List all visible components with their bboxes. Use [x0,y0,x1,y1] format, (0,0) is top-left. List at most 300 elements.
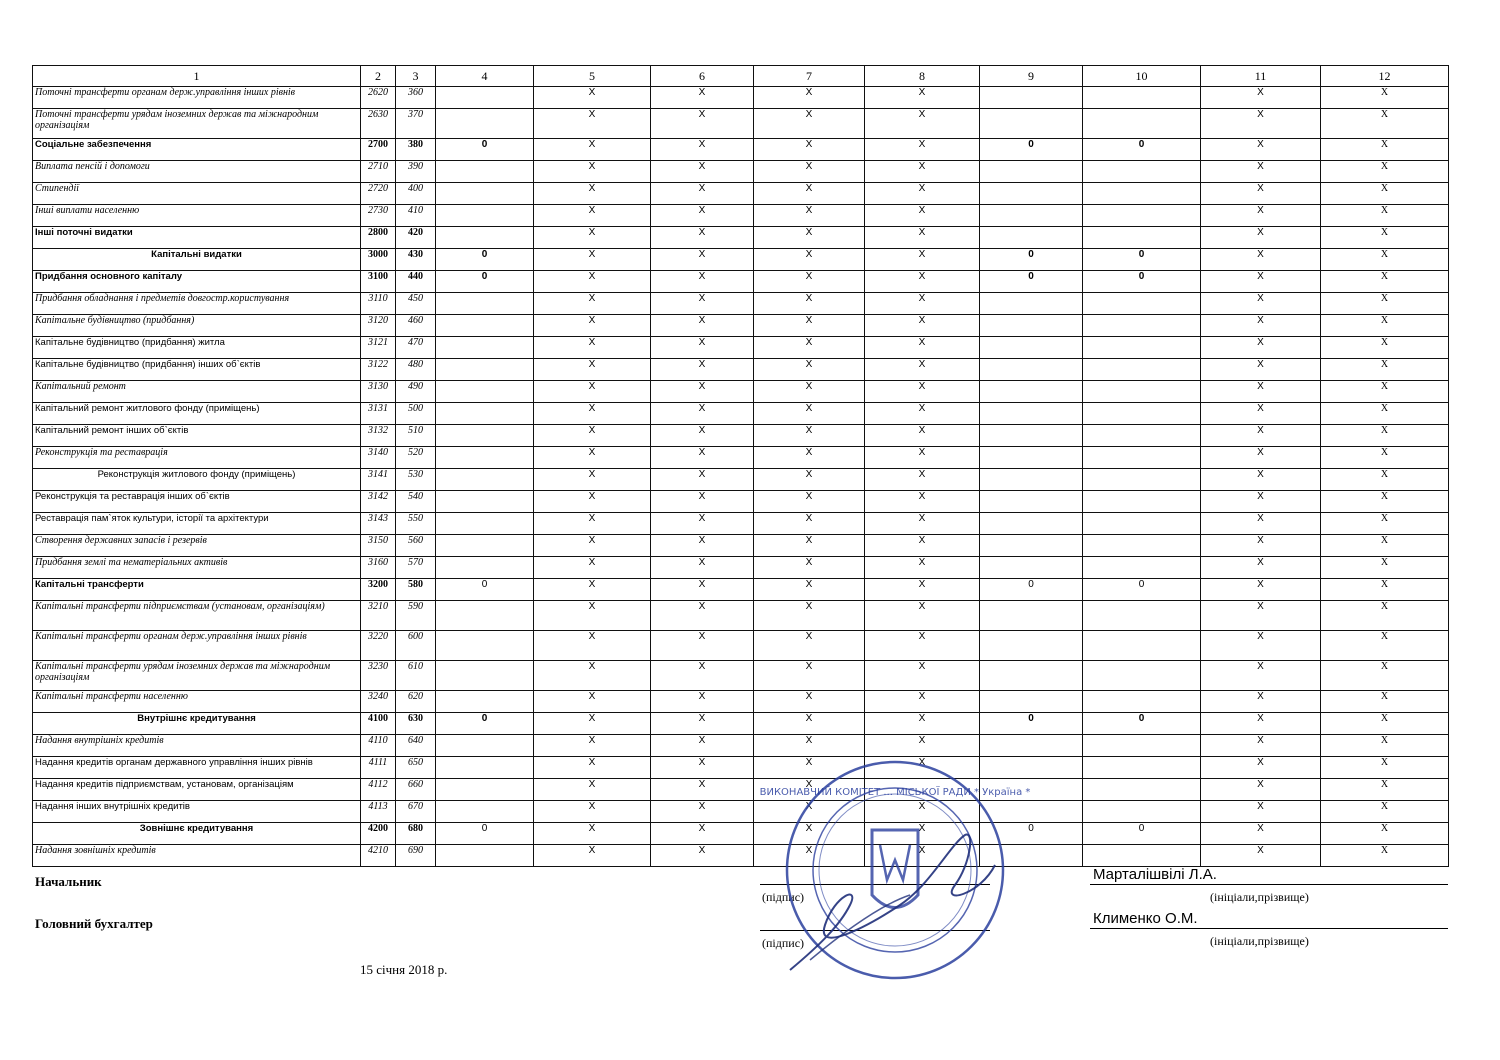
table-row [33,735,1449,757]
cell-col-12: X [1321,631,1449,661]
table-row [33,661,1449,691]
cell-col-12: X [1321,491,1449,513]
cell-col-12: X [1321,139,1449,161]
row-name: Зовнішнє кредитування [33,823,361,845]
table-row [33,183,1449,205]
cell-col-10 [1083,293,1201,315]
table-row [33,271,1449,293]
row-kekv-code: 2630 [361,109,396,139]
cell-col-6: X [651,425,754,447]
cell-col-12: X [1321,359,1449,381]
table-row [33,631,1449,661]
header-cell: 1 [33,66,361,87]
row-name: Капітальні видатки [33,249,361,271]
cell-col-7: X [754,381,865,403]
cell-col-5: X [534,691,651,713]
cell-col-10 [1083,183,1201,205]
cell-col-9 [980,469,1083,491]
cell-col-12: X [1321,513,1449,535]
table-row [33,227,1449,249]
cell-col-5: X [534,315,651,337]
row-kekv-code: 4200 [361,823,396,845]
cell-col-5: X [534,359,651,381]
cell-col-10 [1083,381,1201,403]
cell-col-7: X [754,293,865,315]
cell-col-11: X [1201,425,1321,447]
cell-col-6: X [651,183,754,205]
row-name: Надання внутрішніх кредитів [33,735,361,757]
cell-col-4 [436,735,534,757]
cell-col-6: X [651,469,754,491]
cell-col-9 [980,337,1083,359]
cell-col-9: 0 [980,249,1083,271]
cell-col-7: X [754,403,865,425]
cell-col-6: X [651,713,754,735]
cell-col-5: X [534,735,651,757]
row-name: Капітальний ремонт житлового фонду (приміщень) [33,403,361,425]
row-kekv-code: 3160 [361,557,396,579]
table-row [33,403,1449,425]
cell-col-6: X [651,447,754,469]
table-row [33,845,1449,867]
header-row [33,66,1449,87]
row-kekv-code: 3100 [361,271,396,293]
row-line-code: 630 [396,713,436,735]
cell-col-7: X [754,823,865,845]
row-line-code: 550 [396,513,436,535]
row-name: Капітальний ремонт [33,381,361,403]
cell-col-9 [980,735,1083,757]
cell-col-9 [980,315,1083,337]
head-title: Начальник [35,874,102,889]
cell-col-9 [980,661,1083,691]
row-line-code: 470 [396,337,436,359]
accountant-initials-caption: (ініціали,прізвище) [1210,934,1309,948]
cell-col-6: X [651,823,754,845]
cell-col-10: 0 [1083,271,1201,293]
cell-col-7: X [754,535,865,557]
cell-col-4 [436,381,534,403]
cell-col-9: 0 [980,271,1083,293]
row-name: Стипендії [33,183,361,205]
cell-col-4 [436,227,534,249]
cell-col-5: X [534,139,651,161]
cell-col-11: X [1201,359,1321,381]
cell-col-12: X [1321,425,1449,447]
cell-col-9 [980,513,1083,535]
cell-col-9 [980,87,1083,109]
cell-col-8: X [865,661,980,691]
cell-col-5: X [534,87,651,109]
cell-col-12: X [1321,271,1449,293]
cell-col-11: X [1201,691,1321,713]
row-line-code: 510 [396,425,436,447]
cell-col-6: X [651,801,754,823]
header-cell: 5 [534,66,651,87]
cell-col-8: X [865,183,980,205]
cell-col-12: X [1321,447,1449,469]
row-kekv-code: 3240 [361,691,396,713]
cell-col-12: X [1321,823,1449,845]
cell-col-5: X [534,801,651,823]
row-line-code: 570 [396,557,436,579]
cell-col-11: X [1201,249,1321,271]
cell-col-6: X [651,403,754,425]
cell-col-10 [1083,801,1201,823]
cell-col-8: X [865,87,980,109]
row-kekv-code: 3110 [361,293,396,315]
cell-col-7: X [754,227,865,249]
row-kekv-code: 3141 [361,469,396,491]
row-name: Капітальні трансферти урядам іноземних держав та міжнародним організаціям [33,661,361,691]
cell-col-11: X [1201,337,1321,359]
cell-col-4 [436,293,534,315]
row-kekv-code: 3200 [361,579,396,601]
cell-col-8: X [865,535,980,557]
cell-col-8: X [865,425,980,447]
cell-col-6: X [651,87,754,109]
cell-col-7: X [754,109,865,139]
row-line-code: 360 [396,87,436,109]
cell-col-4 [436,183,534,205]
header-cell: 11 [1201,66,1321,87]
cell-col-9: 0 [980,823,1083,845]
header-cell: 8 [865,66,980,87]
cell-col-5: X [534,557,651,579]
cell-col-7: X [754,713,865,735]
row-name: Придбання землі та нематеріальних активів [33,557,361,579]
cell-col-7: X [754,579,865,601]
cell-col-4 [436,447,534,469]
row-kekv-code: 3121 [361,337,396,359]
cell-col-8: X [865,601,980,631]
cell-col-8: X [865,109,980,139]
row-name: Капітальне будівництво (придбання) [33,315,361,337]
cell-col-9 [980,183,1083,205]
cell-col-12: X [1321,713,1449,735]
header-cell: 12 [1321,66,1449,87]
cell-col-8: X [865,315,980,337]
row-kekv-code: 3120 [361,315,396,337]
cell-col-8: X [865,713,980,735]
head-name-line [1090,884,1448,885]
table-row [33,139,1449,161]
cell-col-6: X [651,161,754,183]
cell-col-4 [436,631,534,661]
cell-col-5: X [534,271,651,293]
cell-col-7: X [754,425,865,447]
cell-col-9 [980,109,1083,139]
cell-col-11: X [1201,183,1321,205]
cell-col-10 [1083,205,1201,227]
cell-col-8: X [865,845,980,867]
cell-col-12: X [1321,403,1449,425]
cell-col-5: X [534,601,651,631]
cell-col-4 [436,757,534,779]
row-name: Капітальні трансферти підприємствам (установам, організаціям) [33,601,361,631]
row-line-code: 680 [396,823,436,845]
cell-col-10 [1083,227,1201,249]
header-cell: 9 [980,66,1083,87]
cell-col-11: X [1201,735,1321,757]
row-kekv-code: 3130 [361,381,396,403]
row-name: Надання кредитів органам державного управління інших рівнів [33,757,361,779]
row-kekv-code: 4100 [361,713,396,735]
row-kekv-code: 3220 [361,631,396,661]
cell-col-4 [436,535,534,557]
row-name: Капітальні трансферти органам держ.управління інших рівнів [33,631,361,661]
table-row [33,535,1449,557]
cell-col-4: 0 [436,713,534,735]
row-name: Надання кредитів підприємствам, установам, організаціям [33,779,361,801]
cell-col-11: X [1201,271,1321,293]
table-row [33,337,1449,359]
row-name: Капітальне будівництво (придбання) житла [33,337,361,359]
cell-col-11: X [1201,293,1321,315]
cell-col-10 [1083,535,1201,557]
cell-col-9: 0 [980,579,1083,601]
cell-col-4 [436,161,534,183]
row-line-code: 420 [396,227,436,249]
cell-col-7: X [754,359,865,381]
row-name: Виплата пенсій і допомоги [33,161,361,183]
cell-col-5: X [534,513,651,535]
cell-col-7: X [754,469,865,491]
cell-col-7: X [754,447,865,469]
cell-col-10 [1083,557,1201,579]
row-line-code: 640 [396,735,436,757]
header-cell: 10 [1083,66,1201,87]
cell-col-10 [1083,403,1201,425]
cell-col-5: X [534,183,651,205]
cell-col-4 [436,801,534,823]
cell-col-6: X [651,205,754,227]
cell-col-8: X [865,757,980,779]
cell-col-4 [436,661,534,691]
stamp-text: ВИКОНАВЧИЙ КОМІТЕТ ... МІСЬКОЇ РАДИ * Україна * [759,787,1031,798]
cell-col-8: X [865,381,980,403]
table-row [33,557,1449,579]
cell-col-7: X [754,691,865,713]
header-cell: 3 [396,66,436,87]
cell-col-4: 0 [436,579,534,601]
report-table [32,65,1449,867]
cell-col-4 [436,403,534,425]
cell-col-6: X [651,779,754,801]
cell-col-9: 0 [980,139,1083,161]
cell-col-6: X [651,735,754,757]
cell-col-7: X [754,205,865,227]
row-line-code: 660 [396,779,436,801]
table-row [33,293,1449,315]
row-line-code: 500 [396,403,436,425]
cell-col-12: X [1321,661,1449,691]
table-row [33,713,1449,735]
cell-col-10 [1083,631,1201,661]
cell-col-6: X [651,757,754,779]
cell-col-8: X [865,403,980,425]
cell-col-11: X [1201,713,1321,735]
cell-col-8: X [865,205,980,227]
cell-col-11: X [1201,557,1321,579]
cell-col-8: X [865,491,980,513]
row-line-code: 410 [396,205,436,227]
row-name: Поточні трансферти органам держ.управління інших рівнів [33,87,361,109]
cell-col-11: X [1201,469,1321,491]
table-row [33,205,1449,227]
row-kekv-code: 3150 [361,535,396,557]
cell-col-7: X [754,801,865,823]
cell-col-12: X [1321,183,1449,205]
cell-col-4 [436,205,534,227]
cell-col-7: X [754,271,865,293]
cell-col-11: X [1201,801,1321,823]
cell-col-9 [980,601,1083,631]
cell-col-4: 0 [436,823,534,845]
cell-col-12: X [1321,757,1449,779]
cell-col-8: X [865,469,980,491]
row-kekv-code: 4111 [361,757,396,779]
cell-col-5: X [534,757,651,779]
cell-col-11: X [1201,109,1321,139]
row-kekv-code: 2800 [361,227,396,249]
cell-col-4 [436,691,534,713]
row-name: Реконструкція та реставрація [33,447,361,469]
row-kekv-code: 4210 [361,845,396,867]
cell-col-5: X [534,425,651,447]
cell-col-4 [436,601,534,631]
table-row [33,447,1449,469]
cell-col-6: X [651,359,754,381]
cell-col-6: X [651,271,754,293]
cell-col-6: X [651,381,754,403]
cell-col-11: X [1201,579,1321,601]
table-row [33,691,1449,713]
cell-col-8: X [865,139,980,161]
row-name: Капітальний ремонт інших об`єктів [33,425,361,447]
cell-col-10 [1083,757,1201,779]
cell-col-12: X [1321,735,1449,757]
cell-col-10 [1083,315,1201,337]
cell-col-6: X [651,535,754,557]
header-cell: 2 [361,66,396,87]
cell-col-12: X [1321,109,1449,139]
cell-col-9 [980,403,1083,425]
row-line-code: 400 [396,183,436,205]
cell-col-9 [980,691,1083,713]
cell-col-12: X [1321,293,1449,315]
cell-col-6: X [651,631,754,661]
cell-col-12: X [1321,469,1449,491]
cell-col-9 [980,161,1083,183]
header-cell: 4 [436,66,534,87]
cell-col-9 [980,293,1083,315]
table-row [33,579,1449,601]
cell-col-11: X [1201,403,1321,425]
cell-col-12: X [1321,161,1449,183]
row-name: Внутрішнє кредитування [33,713,361,735]
row-name: Соціальне забезпечення [33,139,361,161]
cell-col-10 [1083,779,1201,801]
row-name: Придбання основного капіталу [33,271,361,293]
cell-col-11: X [1201,139,1321,161]
cell-col-7: X [754,779,865,801]
cell-col-6: X [651,315,754,337]
cell-col-12: X [1321,205,1449,227]
cell-col-9 [980,535,1083,557]
cell-col-12: X [1321,557,1449,579]
table-row [33,469,1449,491]
head-initials-caption: (ініціали,прізвище) [1210,890,1309,904]
accountant-name: Клименко О.М. [1093,910,1198,927]
table-row [33,425,1449,447]
table-row [33,381,1449,403]
row-kekv-code: 2710 [361,161,396,183]
cell-col-8: X [865,337,980,359]
table-row [33,161,1449,183]
table-row [33,823,1449,845]
row-kekv-code: 4113 [361,801,396,823]
cell-col-6: X [651,227,754,249]
cell-col-10 [1083,109,1201,139]
cell-col-12: X [1321,227,1449,249]
cell-col-7: X [754,601,865,631]
cell-col-11: X [1201,779,1321,801]
cell-col-8: X [865,557,980,579]
cell-col-8: X [865,447,980,469]
official-stamp-icon [759,755,1031,985]
cell-col-5: X [534,249,651,271]
cell-col-7: X [754,87,865,109]
row-name: Поточні трансферти урядам іноземних держав та міжнародним організаціям [33,109,361,139]
cell-col-7: X [754,161,865,183]
cell-col-9 [980,447,1083,469]
row-line-code: 670 [396,801,436,823]
cell-col-10: 0 [1083,823,1201,845]
cell-col-6: X [651,513,754,535]
cell-col-10 [1083,469,1201,491]
cell-col-12: X [1321,87,1449,109]
cell-col-5: X [534,535,651,557]
cell-col-4 [436,337,534,359]
cell-col-8: X [865,249,980,271]
cell-col-8: X [865,359,980,381]
row-line-code: 460 [396,315,436,337]
cell-col-4: 0 [436,249,534,271]
table-row [33,359,1449,381]
cell-col-7: X [754,735,865,757]
cell-col-4 [436,87,534,109]
cell-col-6: X [651,337,754,359]
cell-col-5: X [534,293,651,315]
row-line-code: 560 [396,535,436,557]
cell-col-6: X [651,139,754,161]
cell-col-9: 0 [980,713,1083,735]
cell-col-6: X [651,293,754,315]
row-kekv-code: 3143 [361,513,396,535]
cell-col-7: X [754,491,865,513]
row-line-code: 430 [396,249,436,271]
cell-col-10 [1083,691,1201,713]
cell-col-5: X [534,469,651,491]
cell-col-7: X [754,249,865,271]
cell-col-9 [980,205,1083,227]
cell-col-11: X [1201,227,1321,249]
cell-col-11: X [1201,161,1321,183]
cell-col-12: X [1321,691,1449,713]
cell-col-5: X [534,205,651,227]
cell-col-10 [1083,425,1201,447]
